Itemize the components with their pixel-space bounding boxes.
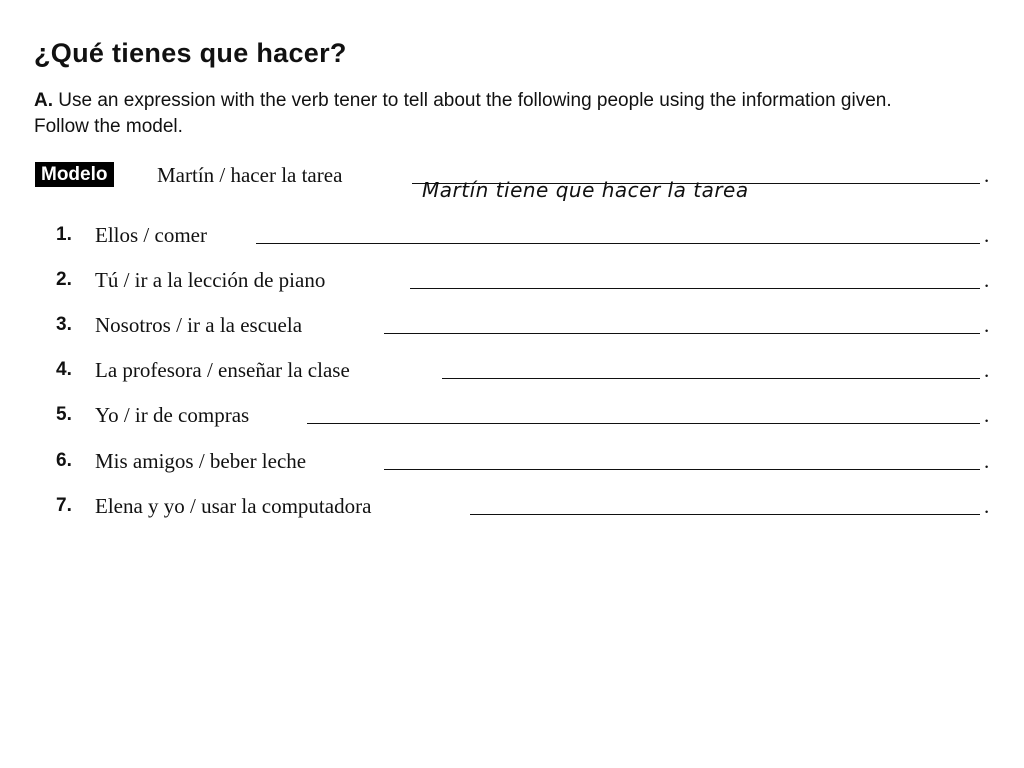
answer-blank[interactable] (442, 378, 980, 379)
period: . (984, 358, 990, 382)
answer-blank[interactable] (410, 288, 980, 289)
item-number: 2. (56, 269, 72, 290)
model-answer-line (412, 178, 980, 202)
item-number: 5. (56, 404, 72, 425)
period: . (984, 268, 990, 292)
item-prompt: La profesora / enseñar la clase (95, 358, 350, 382)
item-number: 4. (56, 359, 72, 380)
instructions (34, 88, 934, 140)
exercise-item-7 (0, 493, 1000, 523)
answer-blank[interactable] (256, 243, 980, 244)
item-number: 7. (56, 495, 72, 516)
section-letter: A. (34, 90, 53, 111)
period: . (984, 449, 990, 473)
period: . (984, 223, 990, 247)
exercise-item-5 (0, 402, 1000, 432)
modelo-label: Modelo (35, 162, 114, 187)
page-title: ¿Qué tienes que hacer? (34, 38, 347, 68)
period: . (984, 163, 990, 187)
exercise-item-4 (0, 357, 1000, 387)
item-number: 3. (56, 314, 72, 335)
period: . (984, 313, 990, 337)
item-prompt: Yo / ir de compras (95, 403, 250, 427)
model-row (0, 162, 1000, 202)
item-prompt: Ellos / comer (95, 223, 207, 247)
item-prompt: Tú / ir a la lección de piano (95, 268, 326, 292)
answer-blank[interactable] (470, 514, 980, 515)
item-number: 6. (56, 450, 72, 471)
exercise-item-6 (0, 448, 1000, 478)
exercise-item-1 (0, 222, 1000, 252)
exercise-item-2 (0, 267, 1000, 297)
answer-blank[interactable] (307, 423, 980, 424)
item-prompt: Elena y yo / usar la computadora (95, 494, 372, 518)
answer-blank[interactable] (384, 469, 980, 470)
instructions-text: Use an expression with the verb tener to tell about the following people using the information given. Follow the model. (34, 90, 892, 137)
period: . (984, 494, 990, 518)
item-prompt: Nosotros / ir a la escuela (95, 313, 303, 337)
item-number: 1. (56, 224, 72, 245)
item-prompt: Mis amigos / beber leche (95, 449, 307, 473)
period: . (984, 403, 990, 427)
exercise-item-3 (0, 312, 1000, 342)
model-prompt: Martín / hacer la tarea (157, 163, 343, 187)
model-answer: Martín tiene que hacer la tarea (422, 178, 749, 202)
answer-blank[interactable] (384, 333, 980, 334)
